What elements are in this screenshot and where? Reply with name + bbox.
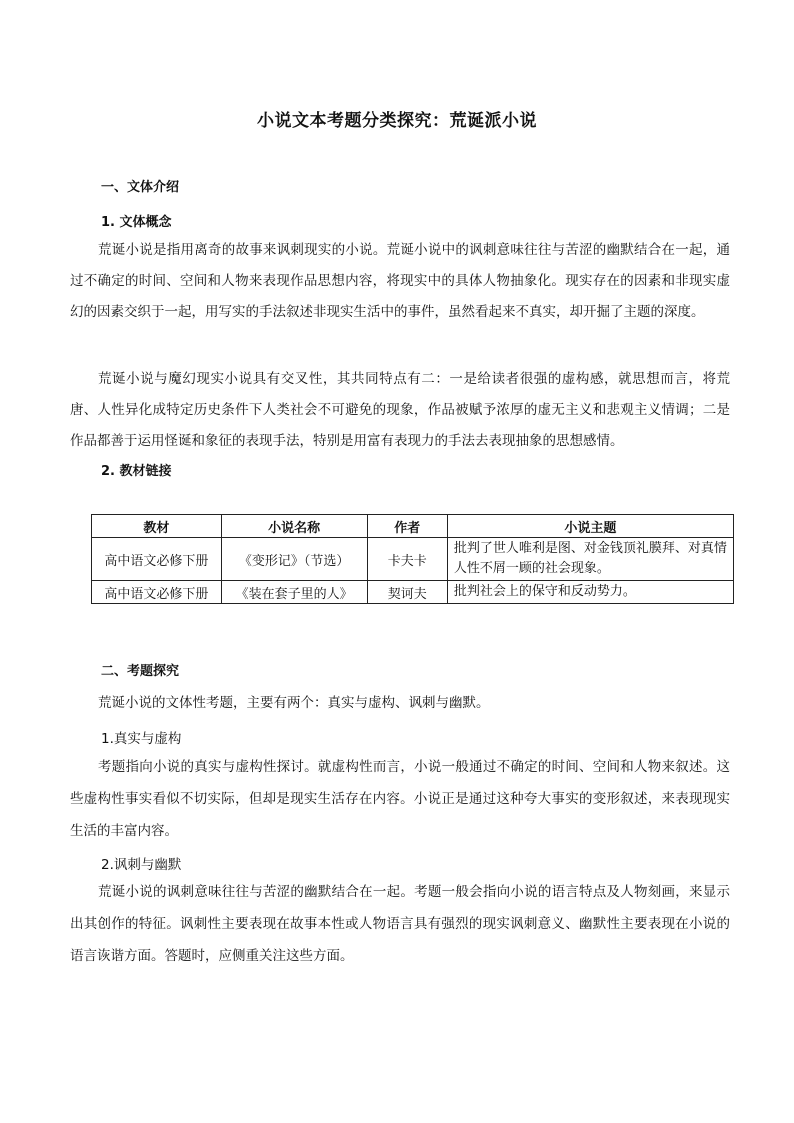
table-header-cell: 小说名称 xyxy=(221,515,367,538)
subheading-satire-humor: 2.讽刺与幽默 xyxy=(101,857,182,873)
table-header-row xyxy=(92,515,734,538)
table-header-cell: 教材 xyxy=(92,515,222,538)
subheading-textbook-link: 2. 教材链接 xyxy=(101,464,172,479)
textbook-table xyxy=(91,514,734,604)
subheading-truth-fiction: 1.真实与虚构 xyxy=(101,731,182,747)
table-row xyxy=(92,538,734,581)
table-row xyxy=(92,581,734,604)
paragraph-truth-fiction: 考题指向小说的真实与虚构性探讨。就虚构性而言，小说一般通过不确定的时间、空间和人物来叙述。这些虚构性事实看似不切实际，但却是现实生活存在内容。小说正是通过这种夸大事实的变形叙述，来表现现实生活的丰富内容。 xyxy=(70,759,730,839)
section-heading-exam: 二、考题探究 xyxy=(101,664,180,679)
table-cell: 契诃夫 xyxy=(367,581,447,604)
section-heading-intro: 一、文体介绍 xyxy=(101,180,180,195)
paragraph-concept-2: 荒诞小说与魔幻现实小说具有交叉性，其共同特点有二：一是给读者很强的虚构感，就思想而言，将荒唐、人性异化成特定历史条件下人类社会不可避免的现象，作品被赋予浓厚的虚无主义和悲观主义情调；二是作品都善于运用怪诞和象征的表现手法，特别是用富有表现力的手法去表现抽象的思想感情。 xyxy=(70,371,730,449)
page-title: 小说文本考题分类探究：荒诞派小说 xyxy=(257,111,537,131)
table-cell: 批判了世人唯利是图、对金钱顶礼膜拜、对真情人性不屑一顾的社会现象。 xyxy=(447,538,733,581)
table-header-cell: 作者 xyxy=(367,515,447,538)
table-cell: 批判社会上的保守和反动势力。 xyxy=(447,581,733,604)
paragraph-concept-1: 荒诞小说是指用离奇的故事来讽刺现实的小说。荒诞小说中的讽刺意味往往与苦涩的幽默结合在一起，通过不确定的时间、空间和人物来表现作品思想内容，将现实中的具体人物抽象化。现实存在的因素和非现实虚幻的因素交织于一起，用写实的手法叙述非现实生活中的事件，虽然看起来不真实，却开掘了主题的深度。 xyxy=(70,242,730,320)
table-cell: 高中语文必修下册 xyxy=(92,581,222,604)
paragraph-exam-intro: 荒诞小说的文体性考题，主要有两个：真实与虚构、讽刺与幽默。 xyxy=(98,695,490,711)
subheading-concept: 1. 文体概念 xyxy=(101,215,172,230)
table-cell: 《装在套子里的人》 xyxy=(221,581,367,604)
paragraph-satire-humor: 荒诞小说的讽刺意味往往与苦涩的幽默结合在一起。考题一般会指向小说的语言特点及人物刻画，来显示出其创作的特征。讽刺性主要表现在故事本性或人物语言具有强烈的现实讽刺意义、幽默性主要表现在小说的语言诙谐方面。答题时，应侧重关注这些方面。 xyxy=(70,884,730,964)
table-cell: 卡夫卡 xyxy=(367,538,447,581)
table-cell: 《变形记》（节选） xyxy=(221,538,367,581)
table-header-cell: 小说主题 xyxy=(447,515,733,538)
table-cell: 高中语文必修下册 xyxy=(92,538,222,581)
